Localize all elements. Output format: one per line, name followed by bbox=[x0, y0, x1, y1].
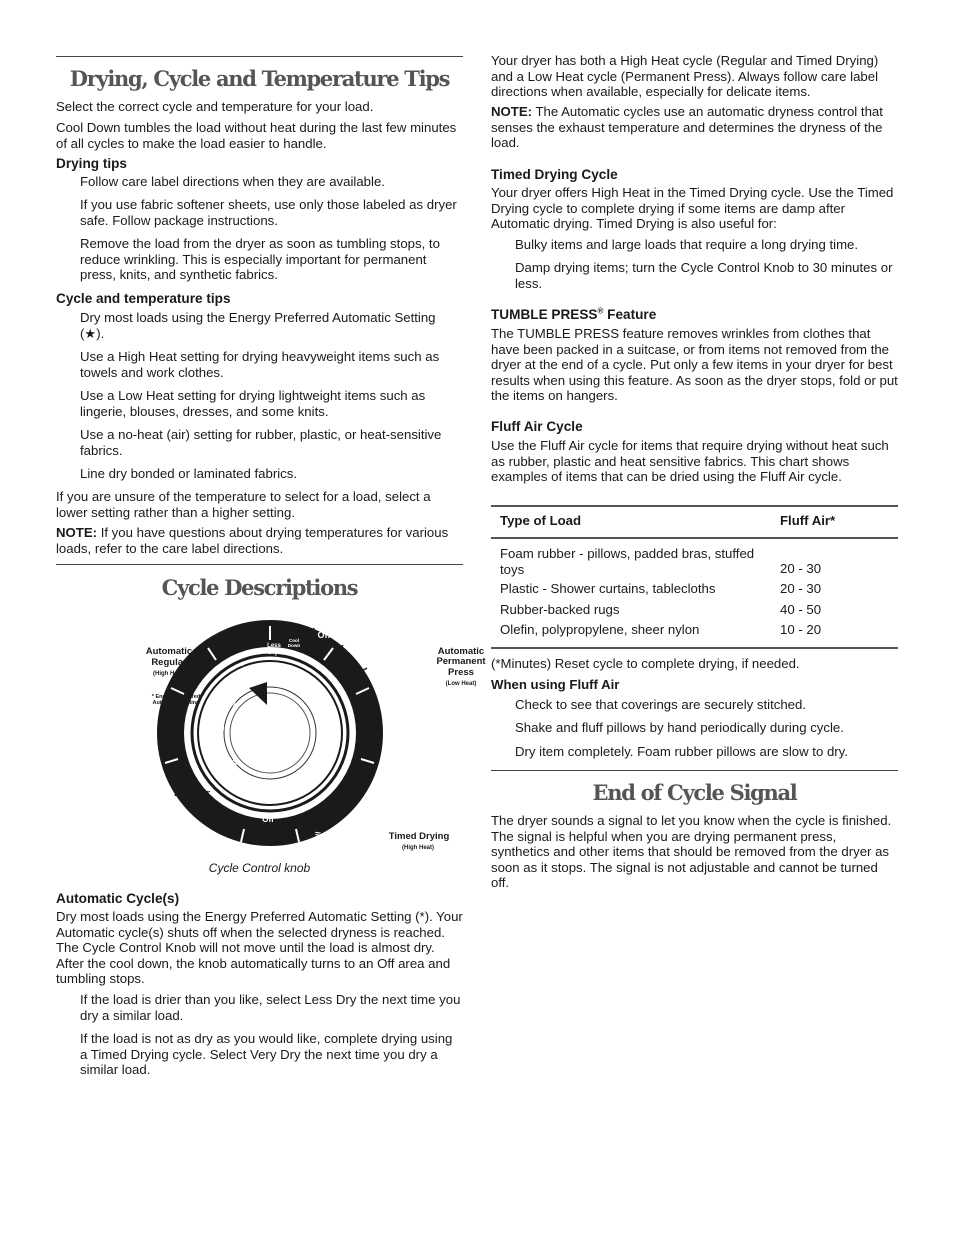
cycle-control-knob-illustration bbox=[86, 618, 486, 858]
off-label: Off bbox=[317, 630, 331, 640]
table-row-load: Plastic - Shower curtains, tablecloths bbox=[500, 581, 716, 596]
tumble-press-heading bbox=[491, 307, 656, 322]
dry-label: Dry bbox=[398, 671, 410, 677]
shirt-icon: ✕ bbox=[413, 759, 425, 773]
cool-label: Cool bbox=[410, 685, 422, 690]
cycle-temp-tip: Use a High Heat setting for drying heavyweight items such as towels and work clothes. bbox=[80, 349, 440, 380]
automatic-permanent-label: Automatic bbox=[437, 646, 485, 657]
drying-tip: If you use fabric softener sheets, use only those labeled as dryer safe. Follow package instructions. bbox=[80, 197, 457, 228]
fluff-icon: ≈ bbox=[231, 757, 239, 769]
automatic-cycles-heading: Automatic Cycle(s) bbox=[56, 891, 180, 906]
cycle-descriptions-title: Cycle Descriptions bbox=[161, 575, 358, 600]
fluff-air-tip: Shake and fluff pillows by hand periodically during cycle. bbox=[515, 720, 844, 735]
fluff-air-heading: Fluff Air Cycle bbox=[491, 419, 583, 434]
very-label: Very bbox=[351, 632, 365, 638]
note-label: NOTE: bbox=[491, 104, 533, 119]
automatic-regular-label: Automatic bbox=[145, 646, 193, 657]
section-rule bbox=[491, 770, 898, 771]
off-label: Off bbox=[262, 815, 274, 824]
down-label: Down bbox=[287, 643, 301, 648]
heat-cycles-text: Your dryer has both a High Heat cycle (Regular and Timed Drying) and a Low Heat cycle (Permanent Press). Always follow care label directions when available, especially for delicate items. bbox=[491, 53, 879, 100]
timed-drying-heading: Timed Drying Cycle bbox=[491, 167, 618, 182]
permanent-label: Permanent bbox=[436, 656, 486, 667]
table-header-type: Type of Load bbox=[500, 513, 582, 528]
drying-note bbox=[56, 525, 463, 556]
table-header-rule bbox=[491, 537, 898, 539]
tumble-press-text: The TUMBLE PRESS feature removes wrinkles from clothes that have been packed in a suitcase, or from items not removed from the dryer at the end of a cycle. Put only a few items in your dryer for best results when using this feature. As soon as the dryer stops, fold or put the items on hangers. bbox=[491, 326, 898, 404]
tumble-press-name: TUMBLE PRESS bbox=[491, 307, 598, 322]
cycle-temp-tip: Use a Low Heat setting for drying lightweight items such as lingerie, blouses, dresses, and some knits. bbox=[80, 388, 426, 419]
drying-tip: Follow care label directions when they are available. bbox=[80, 174, 385, 189]
table-row-load: Foam rubber - pillows, padded bras, stuffed toys bbox=[500, 546, 755, 577]
timed-high-heat-label: (High Heat) bbox=[402, 845, 434, 851]
automatic-note bbox=[491, 104, 898, 151]
cycle-temp-tip: Use a no-heat (air) setting for rubber, plastic, or heat-sensitive fabrics. bbox=[80, 427, 442, 458]
cool-down-text: Cool Down tumbles the load without heat during the last few minutes of all cycles to make the load easier to handle. bbox=[56, 120, 457, 151]
unsure-text: If you are unsure of the temperature to select for a load, select a lower setting rather than a higher setting. bbox=[56, 489, 431, 520]
when-using-fluff-air-heading: When using Fluff Air bbox=[491, 677, 620, 692]
section-rule bbox=[56, 564, 463, 565]
tumble-press-suffix: Feature bbox=[603, 307, 657, 322]
energy-preferred-note: * Energy Preferred bbox=[151, 694, 201, 700]
regular-label: Regular bbox=[151, 657, 187, 668]
table-row-load: Olefin, polypropylene, sheer nylon bbox=[500, 622, 700, 637]
fluff-air-text: Use the Fluff Air cycle for items that require drying without heat such as rubber, plastic and heat sensitive fabrics. This chart shows examples of items that can be dried using the Fluff Air cycle. bbox=[491, 438, 889, 485]
star-label: * bbox=[240, 661, 244, 671]
fluff-air-tip: Check to see that coverings are securely stitched. bbox=[515, 697, 807, 712]
cycle-temp-tip: Line dry bonded or laminated fabrics. bbox=[80, 466, 297, 481]
end-of-cycle-text: The dryer sounds a signal to let you know when the cycle is finished. The signal is helpful when you are drying permanent press, synthetics and other items that should be removed from the dryer as soon as it stops. The signal is not adjustable and cannot be turned off. bbox=[491, 813, 892, 891]
table-header-fluff: Fluff Air* bbox=[780, 513, 836, 528]
cycle-temp-tip: Dry most loads using the Energy Preferred Automatic Setting (★). bbox=[80, 310, 436, 341]
iron-icon: ≈ bbox=[401, 791, 407, 802]
note-label: NOTE: bbox=[56, 525, 98, 540]
timed-drying-label: Timed Drying bbox=[388, 831, 450, 842]
table-row-minutes: 40 - 50 bbox=[780, 602, 822, 617]
cool-label: Cool bbox=[288, 638, 300, 643]
less-label: Less bbox=[395, 664, 409, 670]
table-row-minutes: 20 - 30 bbox=[780, 561, 822, 576]
drying-tips-heading: Drying tips bbox=[56, 156, 127, 171]
drying-tip: Remove the load from the dryer as soon as tumbling stops, to reduce wrinkling. This is especially important for permanent press, knits, and synthetic fabrics. bbox=[80, 236, 440, 283]
timed-drying-item: Bulky items and large loads that require a long drying time. bbox=[515, 237, 859, 252]
knob-caption: Cycle Control knob bbox=[208, 861, 311, 875]
press-label: Press bbox=[329, 835, 343, 840]
timed-drying-text: Your dryer offers High Heat in the Timed Drying cycle. Use the Timed Drying cycle to complete drying if some items are damp after Automatic drying. Timed Drying is also useful for: bbox=[491, 185, 894, 232]
dry-label: Dry bbox=[225, 700, 237, 706]
automatic-cycle-tip: If the load is not as dry as you would like, complete drying using a Timed Drying cycle. Select Very Dry the next time you dry a similar load. bbox=[80, 1031, 453, 1078]
intro-text: Select the correct cycle and temperature for your load. bbox=[56, 99, 374, 114]
table-top-rule bbox=[491, 505, 898, 507]
table-row-minutes: 20 - 30 bbox=[780, 581, 822, 596]
fluff-air-tip: Dry item completely. Foam rubber pillows are slow to dry. bbox=[515, 744, 848, 759]
less-label: Less bbox=[267, 643, 281, 649]
section-rule bbox=[56, 56, 463, 57]
press-label: Press bbox=[448, 667, 474, 678]
minutes-note: (*Minutes) Reset cycle to complete drying, if needed. bbox=[491, 656, 800, 671]
timed-drying-item: Damp drying items; turn the Cycle Control Knob to 30 minutes or less. bbox=[515, 260, 893, 291]
cycle-temp-heading: Cycle and temperature tips bbox=[56, 291, 231, 306]
fluff-icon: ≈ bbox=[237, 787, 245, 799]
tumble-icon: ≈ bbox=[315, 829, 321, 840]
drying-tips-title: Drying, Cycle and Temperature Tips bbox=[69, 66, 450, 91]
note-text: The Automatic cycles use an automatic dryness control that senses the exhaust temperature and determines the dryness of the load. bbox=[491, 104, 883, 151]
low-heat-label: (Low Heat) bbox=[445, 681, 477, 687]
fluff-air-label: Fluff Air bbox=[173, 788, 211, 799]
high-heat-label: (High Heat) bbox=[153, 671, 185, 677]
end-of-cycle-title: End of Cycle Signal bbox=[592, 780, 797, 805]
dry-label: Dry bbox=[267, 650, 279, 656]
table-row-load: Rubber-backed rugs bbox=[500, 602, 620, 617]
off-label: Off bbox=[218, 724, 230, 733]
registered-mark: ® bbox=[597, 306, 604, 316]
off-label: Off bbox=[418, 723, 430, 732]
automatic-cycles-text: Dry most loads using the Energy Preferred Automatic Setting (*). Your Automatic cycle(s) shuts off when the selected dryness is reached. The Cycle Control Knob will not move until the load is almost dry. After the cool down, the knob automatically turns to an Off area and tumbling stops. bbox=[56, 909, 463, 987]
tumble-label: Tumble bbox=[328, 830, 344, 835]
dry-label: Dry bbox=[352, 639, 364, 645]
very-label: Very bbox=[224, 693, 238, 699]
table-bottom-rule bbox=[491, 647, 898, 649]
note-text: If you have questions about drying temperatures for various loads, refer to the care label directions. bbox=[56, 525, 449, 556]
down-label: Down bbox=[409, 690, 423, 695]
table-row-minutes: 10 - 20 bbox=[780, 622, 822, 637]
automatic-cycle-tip: If the load is drier than you like, select Less Dry the next time you dry a similar load. bbox=[80, 992, 461, 1023]
energy-preferred-note: Automatic Setting bbox=[152, 700, 200, 706]
